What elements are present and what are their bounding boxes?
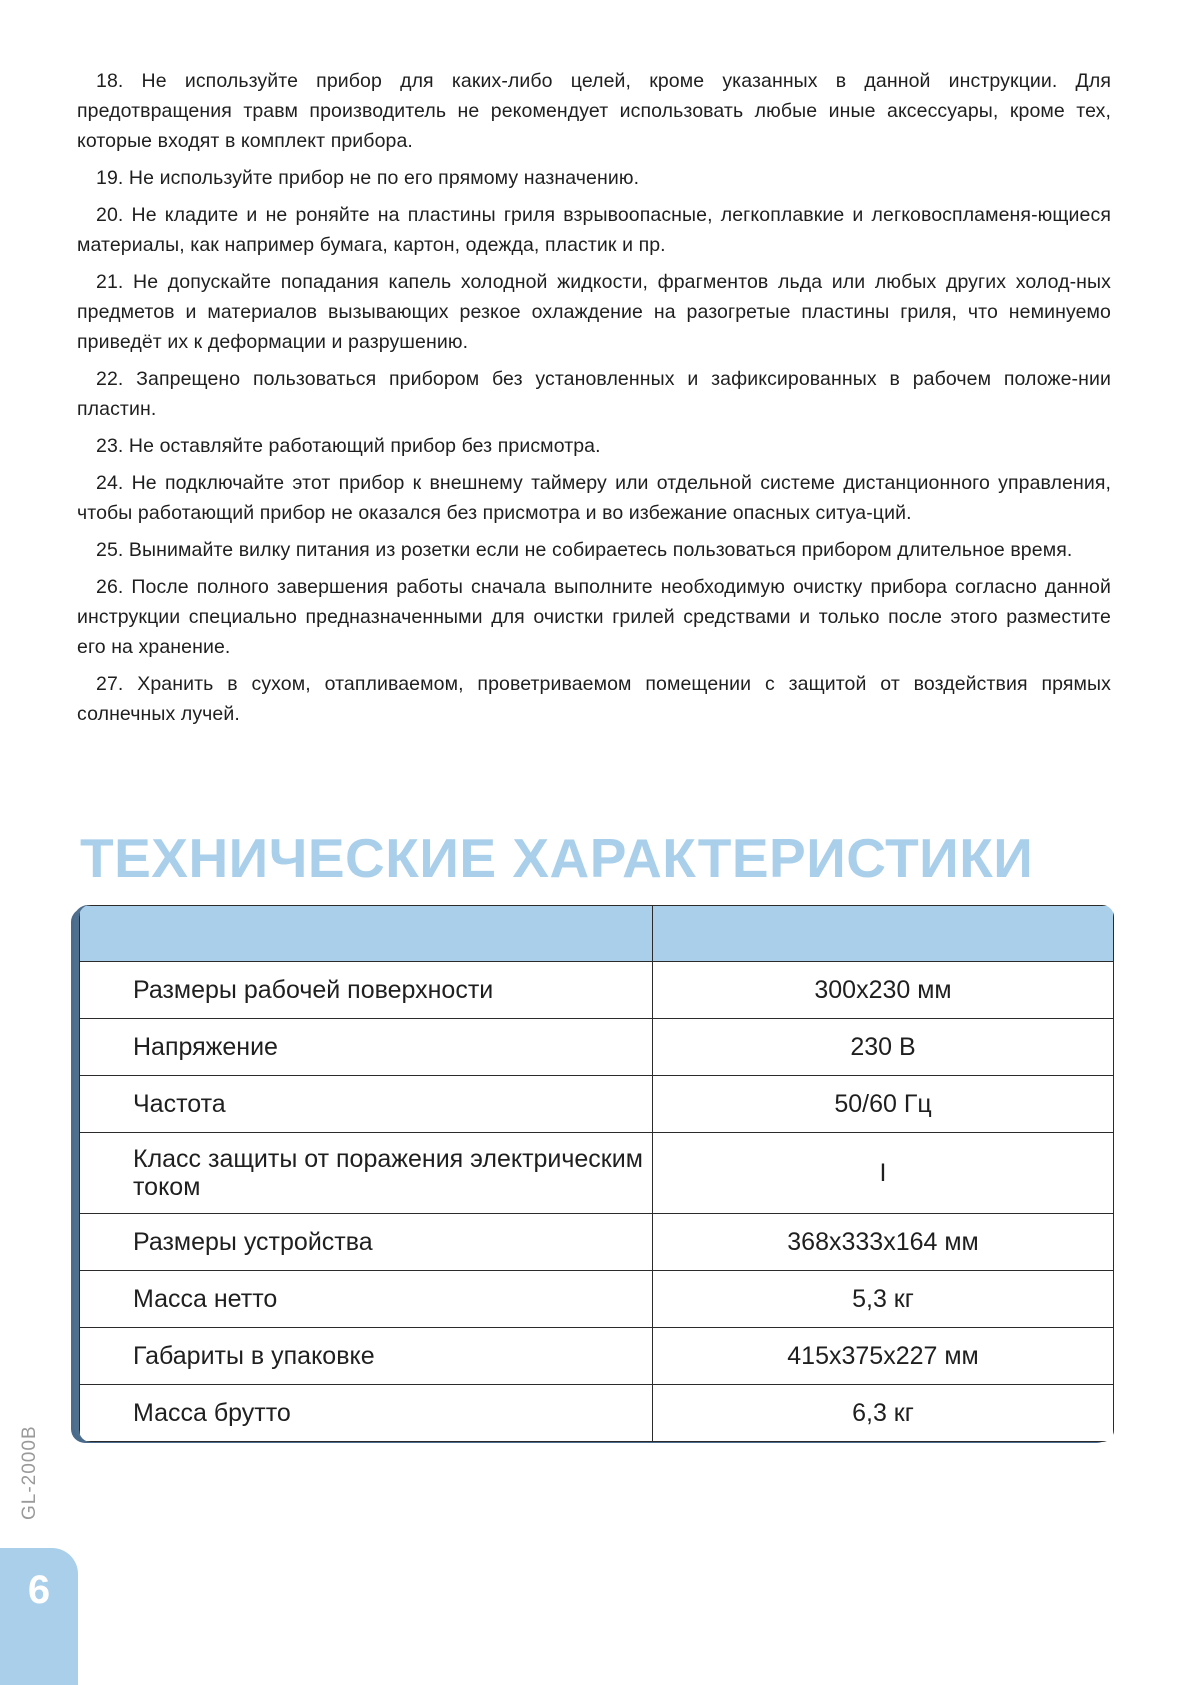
table-header-row bbox=[80, 906, 1114, 962]
spec-name: Напряжение bbox=[80, 1019, 653, 1076]
table-row bbox=[80, 1076, 1114, 1133]
instruction-item: 21. Не допускайте попадания капель холодной жидкости, фрагментов льда или любых других холод-ных предметов и материалов вызывающих резкое охлаждение на разогретые пластины гриля, что неминуемо приведёт их к деформации и разрушению. bbox=[77, 271, 1111, 353]
spec-value: 50/60 Гц bbox=[653, 1076, 1114, 1133]
spec-value: 415x375x227 мм bbox=[653, 1328, 1114, 1385]
spec-value: 368x333x164 мм bbox=[653, 1214, 1114, 1271]
instruction-item: 20. Не кладите и не роняйте на пластины гриля взрывоопасные, легкоплавкие и легковоспламеня-ющиеся материалы, как например бумага, картон, одежда, пластик и пр. bbox=[77, 204, 1111, 256]
instruction-item: 24. Не подключайте этот прибор к внешнему таймеру или отдельной системе дистанционного управления, чтобы работающий прибор не оказался без присмотра и во избежание опасных ситуа-ций. bbox=[77, 472, 1111, 524]
section-title: ТЕХНИЧЕСКИЕ ХАРАКТЕРИСТИКИ bbox=[80, 827, 1034, 889]
table-row bbox=[80, 1214, 1114, 1271]
instruction-item: 25. Вынимайте вилку питания из розетки если не собираетесь пользоваться прибором длительное время. bbox=[96, 539, 1073, 561]
table-row bbox=[80, 1385, 1114, 1442]
spec-value: 230 В bbox=[653, 1019, 1114, 1076]
table-row bbox=[80, 1019, 1114, 1076]
instruction-item: 26. После полного завершения работы сначала выполните необходимую очистку прибора согласно данной инструкции специально предназначенными для очистки грилей средствами и только после этого разместите его на хранение. bbox=[77, 576, 1111, 658]
spec-name: Класс защиты от поражения электрическим током bbox=[80, 1133, 653, 1214]
spec-value: I bbox=[653, 1133, 1114, 1214]
spec-value: 5,3 кг bbox=[653, 1271, 1114, 1328]
spec-name: Масса брутто bbox=[80, 1385, 653, 1442]
table-row bbox=[80, 1328, 1114, 1385]
spec-value: 300x230 мм bbox=[653, 962, 1114, 1019]
instruction-item: 19. Не используйте прибор не по его прямому назначению. bbox=[96, 167, 640, 189]
spec-name: Размеры рабочей поверхности bbox=[80, 962, 653, 1019]
instruction-item: 18. Не используйте прибор для каких-либо целей, кроме указанных в данной инструкции. Для предотвращения травм производитель не рекомендует использовать любые иные аксессуары, кроме тех, которые входят в комплект прибора. bbox=[77, 70, 1111, 152]
safety-instructions bbox=[77, 66, 1111, 736]
spec-table bbox=[79, 905, 1114, 1442]
spec-value: 6,3 кг bbox=[653, 1385, 1114, 1442]
instruction-item: 22. Запрещено пользоваться прибором без установленных и зафиксированных в рабочем положе-нии пластин. bbox=[77, 368, 1111, 420]
table-row bbox=[80, 1271, 1114, 1328]
table-row bbox=[80, 962, 1114, 1019]
spec-table-container bbox=[74, 905, 1114, 1440]
spec-name: Габариты в упаковке bbox=[80, 1328, 653, 1385]
instruction-item: 23. Не оставляйте работающий прибор без присмотра. bbox=[96, 435, 601, 457]
spec-name: Масса нетто bbox=[80, 1271, 653, 1328]
spec-name: Размеры устройства bbox=[80, 1214, 653, 1271]
instruction-item: 27. Хранить в сухом, отапливаемом, проветриваемом помещении с защитой от воздействия прямых солнечных лучей. bbox=[77, 673, 1111, 725]
page-number: 6 bbox=[27, 1568, 51, 1612]
model-text: GL-2000B bbox=[19, 1425, 40, 1520]
spec-name: Частота bbox=[80, 1076, 653, 1133]
table-header-cell bbox=[653, 906, 1114, 962]
table-header-cell bbox=[80, 906, 653, 962]
table-row bbox=[80, 1133, 1114, 1214]
